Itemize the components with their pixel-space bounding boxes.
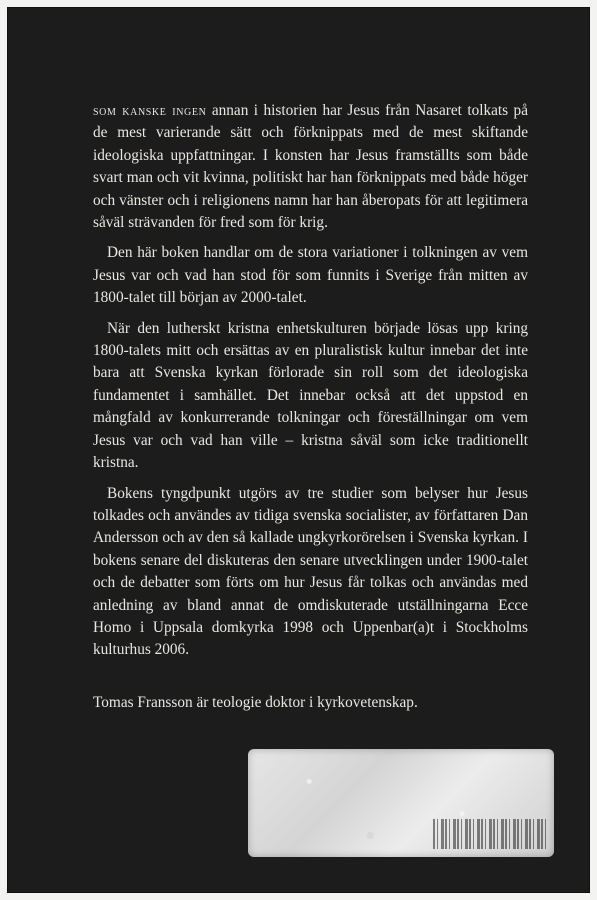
price-sticker	[248, 749, 554, 857]
blurb-paragraph-4: Bokens tyngdpunkt utgörs av tre studier som belyser hur Jesus tolkades och användes av tidiga svenska socialister, av författaren Dan Andersson och av den så kallade ungkyrkorörelsen i Svenska kyrkan. I bokens senare del diskuteras den senare utvecklingen under 1900-talet och de debatter som förts om hur Jesus får tolkas och användas med anledning av bland annat de omdiskuterade utställningarna Ecce Homo i Uppsala domkyrka 1998 och Uppenbar(a)t i Stockholms kulturhus 2006.	[93, 484, 528, 659]
blurb-text	[93, 100, 528, 722]
blurb-paragraph-3: När den lutherskt kristna enhetskulturen började lösas upp kring 1800-talets mitt och ersättas av en pluralistisk kultur innebar det inte bara att Svenska kyrkan förlorade sin roll som det ideologiska fundamentet i samhället. Det innebar också att det uppstod en mångfald av konkurrerande tolkningar och föreställningar om vem Jesus var och vad han ville – kristna såväl som icke traditionellt kristna.	[93, 319, 528, 472]
blurb-paragraph-1-text: annan i historien har Jesus från Nasaret tolkats på de mest varierande sätt och förknippats med de mest skiftande ideologiska uppfattningar. I konsten har Jesus framställts som både svart man och vit kvinna, politiskt har han förknippats med både höger och vänster och i religionens namn har han åberopats för att legitimera såväl strävanden för fred som för krig.	[93, 102, 528, 232]
blurb-intro-smallcaps: som kanske ingen	[93, 103, 207, 119]
book-back-cover	[8, 8, 589, 892]
blurb-paragraph-1	[93, 100, 528, 234]
author-note: Tomas Fransson är teologie doktor i kyrkovetenskap.	[93, 693, 418, 711]
barcode-icon	[433, 819, 548, 849]
blurb-paragraph-2: Den här boken handlar om de stora variationer i tolkningen av vem Jesus var och vad han stod för som funnits i Sverige från mitten av 1800-talet till början av 2000-talet.	[93, 244, 528, 307]
